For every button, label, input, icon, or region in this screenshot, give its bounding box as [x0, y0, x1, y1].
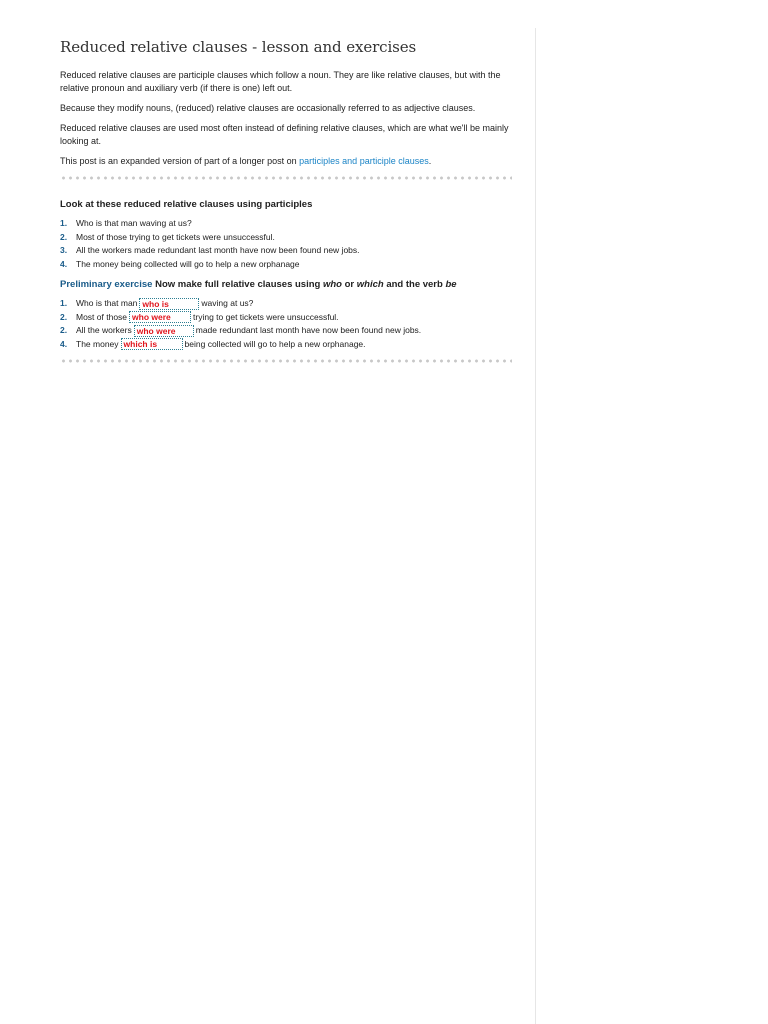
sentence-end: waving at us?: [201, 298, 254, 308]
post-note-text: This post is an expanded version of part of a longer post on: [60, 156, 300, 166]
examples-heading: Look at these reduced relative clauses using participles: [60, 199, 313, 210]
intro-paragraph: Reduced relative clauses are participle clauses which follow a noun. They are like relative clauses, but with the relative pronoun and auxiliary verb (if there is one) left out.: [60, 70, 501, 93]
item-number: 2.: [60, 325, 68, 335]
example-text: All the workers made redundant last month have now been found new jobs.: [76, 245, 360, 255]
sentence-start: The money: [76, 338, 119, 349]
item-number: 4.: [60, 338, 68, 349]
exercise-emphasis: who: [322, 279, 342, 290]
post-note-end: .: [428, 156, 432, 166]
intro-paragraph: Because they modify nouns, (reduced) relative clauses are occasionally referred to as adjective clauses.: [60, 103, 476, 113]
exercise-list: [60, 297, 512, 351]
dotted-divider: [60, 359, 512, 363]
exercise-item: [60, 338, 512, 352]
item-number: 2.: [60, 311, 68, 322]
item-number: 2.: [60, 231, 68, 242]
sentence-start: Who is that man: [76, 298, 138, 308]
list-item: [60, 244, 512, 258]
item-number: 1.: [60, 218, 68, 228]
exercise-emphasis: be: [445, 279, 457, 290]
exercise-item: [60, 297, 512, 311]
exercise-heading: [60, 279, 512, 290]
item-number: 3.: [60, 245, 68, 255]
sentence-end: trying to get tickets were unsuccessful.: [193, 311, 339, 322]
exercise-emphasis: which: [356, 279, 384, 290]
exercise-instruction: and the verb: [383, 279, 446, 290]
item-number: 4.: [60, 258, 68, 269]
dotted-divider: [60, 176, 512, 180]
sentence-end: made redundant last month have now been found new jobs.: [195, 325, 422, 335]
sidebar-divider: [535, 28, 536, 1024]
answer-field[interactable]: who were: [134, 325, 194, 337]
answer-field[interactable]: who is: [139, 298, 199, 310]
sentence-start: Most of those: [76, 311, 128, 322]
article: [60, 38, 512, 382]
list-item: [60, 231, 512, 245]
example-text: Who is that man waving at us?: [76, 218, 192, 228]
list-item: [60, 217, 512, 231]
list-item: [60, 258, 512, 272]
examples-list: [60, 217, 512, 271]
example-text: The money being collected will go to help a new orphanage: [76, 258, 300, 269]
exercise-instruction: or: [341, 279, 357, 290]
sentence-start: All the workers: [76, 325, 132, 335]
participles-link[interactable]: participles and participle clauses: [299, 156, 429, 166]
exercise-item: [60, 311, 512, 325]
answer-field[interactable]: which is: [121, 338, 183, 350]
page-title: Reduced relative clauses - lesson and exercises: [60, 38, 417, 56]
example-text: Most of those trying to get tickets were unsuccessful.: [76, 231, 275, 242]
sentence-end: being collected will go to help a new orphanage.: [184, 338, 366, 349]
exercise-lead: Preliminary exercise: [60, 279, 153, 290]
answer-field[interactable]: who were: [129, 311, 191, 323]
exercise-instruction: Now make full relative clauses using: [152, 279, 323, 290]
post-note: [60, 155, 512, 168]
item-number: 1.: [60, 298, 68, 308]
intro-paragraph: Reduced relative clauses are used most often instead of defining relative clauses, which are what we'll be mainly looking at.: [60, 123, 509, 146]
exercise-item: [60, 324, 512, 338]
